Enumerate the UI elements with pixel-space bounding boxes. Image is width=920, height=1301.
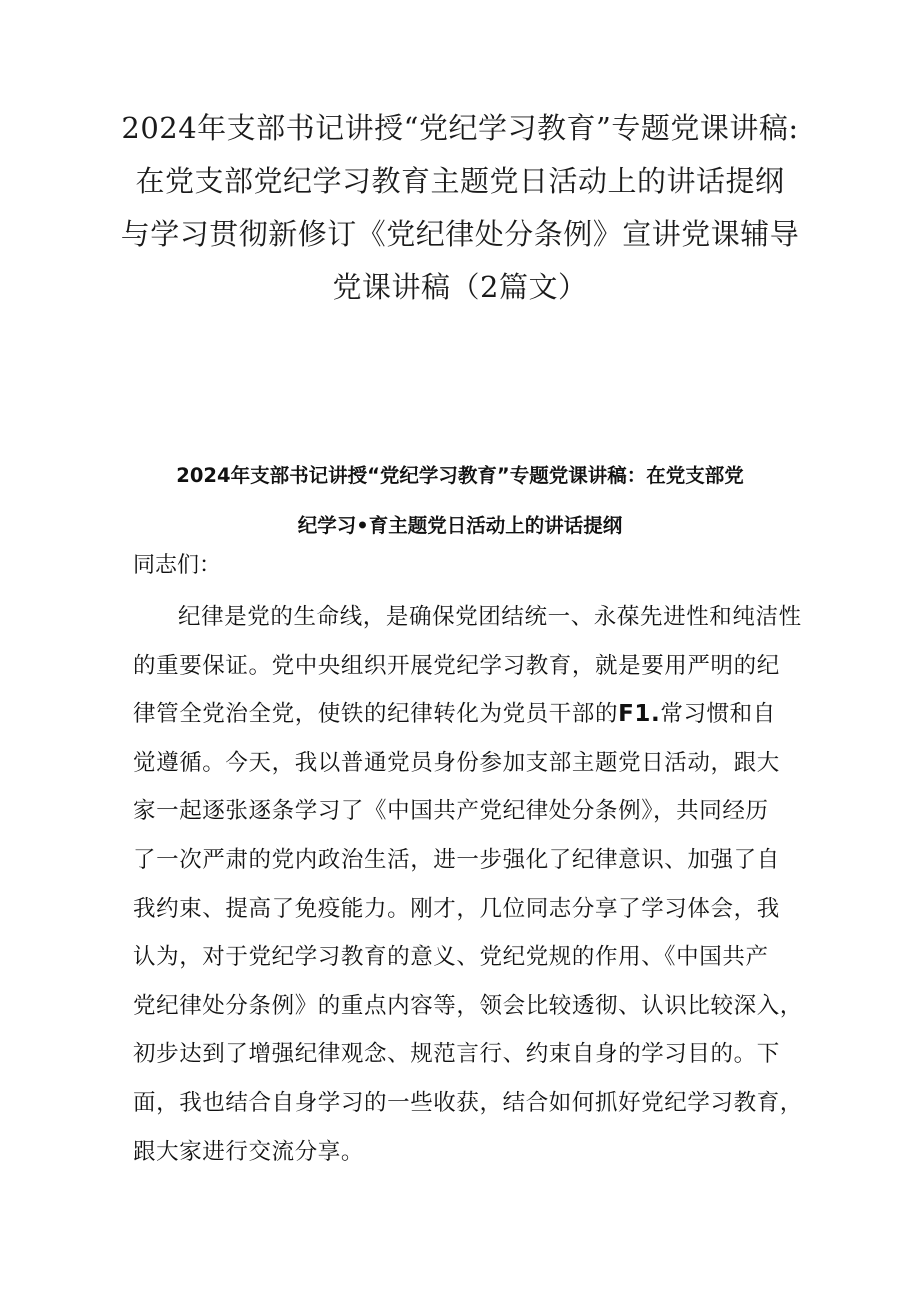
main-title-line-1: 2024年支部书记讲授“党纪学习教育”专题党课讲稿: — [121, 111, 799, 145]
body-line: 跟大家进行交流分享。 — [133, 1138, 365, 1165]
main-title-line-4: 党课讲稿（2篇文） — [332, 270, 588, 304]
body-line: 纪律是党的生命线，是确保党团结统一、永葆先进性和纯洁性 — [178, 604, 802, 630]
body-line: 我约束、提高了免疫能力。刚才，几位同志分享了学习体会，我 — [133, 895, 780, 922]
section-heading-line-2: 纪学习•育主题党日活动上的讲话提纲 — [297, 514, 623, 537]
body-line: 的重要保证。党中央组织开展党纪学习教育，就是要用严明的纪 — [133, 652, 780, 679]
body-line: 初步达到了增强纪律观念、规范言行、约束自身的学习目的。下 — [133, 1041, 780, 1068]
section-heading-line-1: 2024年支部书记讲授“党纪学习教育”专题党课讲稿：在党支部党 — [176, 464, 744, 487]
body-line: 认为，对于党纪学习教育的意义、党纪党规的作用、《中国共产 — [133, 944, 769, 971]
body-line: 家一起逐张逐条学习了《中国共产党纪律处分条例》，共同经历 — [133, 798, 769, 825]
body-line-segment: 常习惯和自 — [660, 701, 776, 728]
document-main-title — [60, 102, 860, 314]
body-line — [133, 690, 803, 739]
main-title-line-3: 与学习贯彻新修订《党纪律处分条例》宣讲党课辅导 — [120, 217, 800, 251]
inline-mark: F1. — [618, 701, 661, 728]
body-paragraph — [133, 593, 803, 1176]
salutation: 同志们： — [133, 553, 222, 578]
body-line: 了一次严肃的党内政治生活，进一步强化了纪律意识、加强了自 — [133, 846, 780, 873]
body-line-segment: 律管全党治全党，使铁的纪律转化为党员干部的 — [133, 701, 619, 728]
body-line: 面，我也结合自身学习的一些收获，结合如何抓好党纪学习教育， — [133, 1089, 803, 1116]
body-line: 党纪律处分条例》的重点内容等，领会比较透彻、认识比较深入， — [133, 992, 803, 1019]
section-heading — [90, 451, 830, 551]
body-line: 觉遵循。今天，我以普通党员身份参加支部主题党日活动，跟大 — [133, 749, 780, 776]
main-title-line-2: 在党支部党纪学习教育主题党日活动上的讲话提纲 — [135, 164, 785, 198]
